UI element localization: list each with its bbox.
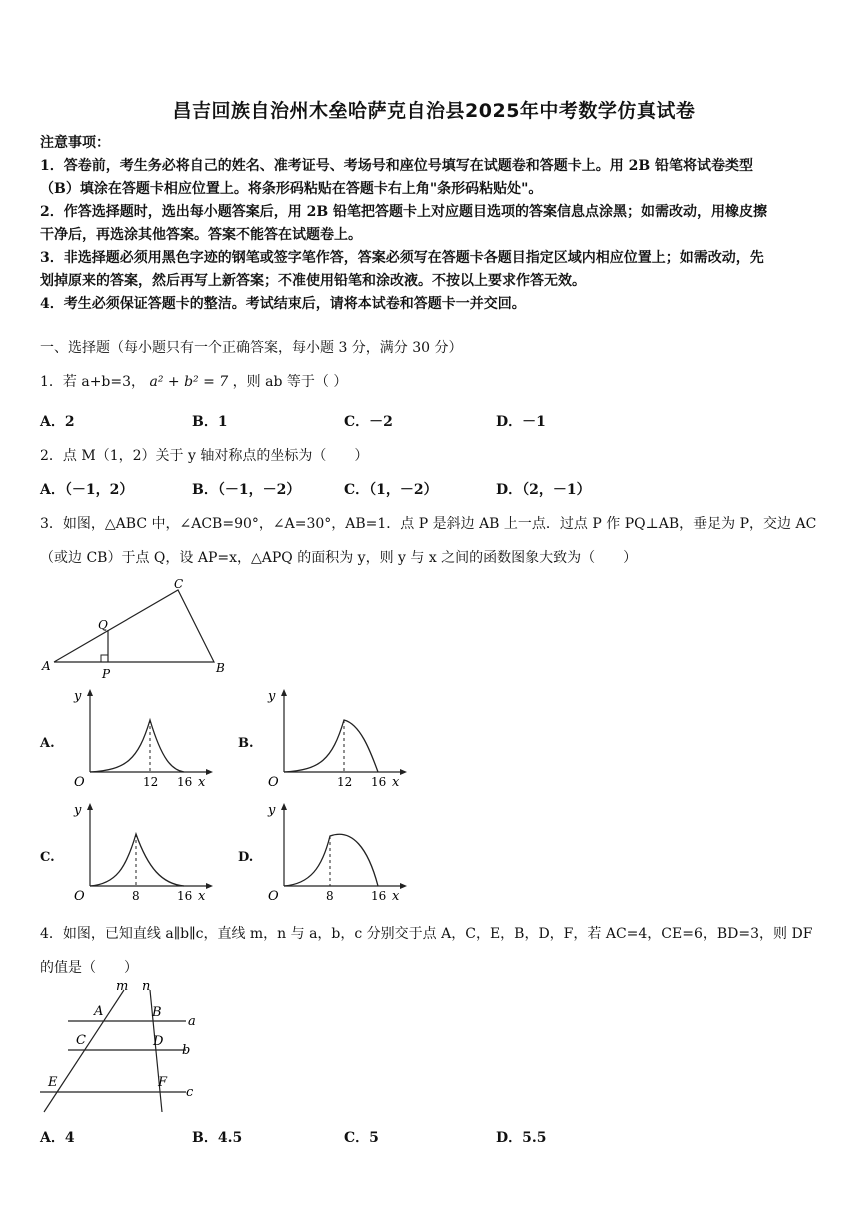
graph-label-d[interactable]: D.: [238, 850, 254, 865]
tick-label: 12: [337, 775, 353, 789]
q2-option-a[interactable]: A．（－1，2）: [40, 482, 134, 498]
tick-label: 16: [177, 775, 193, 789]
label-a: A: [42, 659, 51, 673]
q4-option-c[interactable]: C．5: [344, 1130, 379, 1146]
y-axis-label: y: [268, 689, 276, 704]
graph-option-c[interactable]: [66, 798, 216, 908]
section-heading: 一、选择题（每小题只有一个正确答案，每小题 3 分，满分 30 分）: [40, 340, 463, 356]
graph-option-d[interactable]: [260, 798, 410, 908]
q4-option-b[interactable]: B．4.5: [192, 1130, 243, 1146]
y-axis-label: y: [74, 803, 82, 818]
notice-line: 划掉原来的答案，然后再写上新答案；不准使用铅笔和涂改液。不按以上要求作答无效。: [40, 273, 586, 289]
question-3-line2: （或边 CB）于点 Q，设 AP=x，△APQ 的面积为 y，则 y 与 x 之间的函数图象大致为（ ）: [40, 550, 638, 566]
label-m: m: [116, 979, 129, 994]
tick-label: 16: [371, 775, 387, 789]
graph-option-a[interactable]: [66, 684, 216, 794]
tick-label: 8: [132, 889, 140, 903]
q4-option-a[interactable]: A．4: [40, 1130, 75, 1146]
origin-label: O: [268, 775, 279, 790]
q2-option-b[interactable]: B．（－1，－2）: [192, 482, 301, 498]
label-b-point: B: [152, 1005, 162, 1020]
y-axis-label: y: [74, 689, 82, 704]
label-b: B: [216, 661, 225, 675]
label-f-point: F: [158, 1075, 168, 1090]
label-e-point: E: [48, 1075, 58, 1090]
label-c-point: C: [76, 1033, 86, 1048]
q1-option-c[interactable]: C．－2: [344, 414, 393, 430]
y-axis-label: y: [268, 803, 276, 818]
parallel-lines-figure: [36, 978, 206, 1116]
x-axis-label: x: [198, 889, 206, 904]
tick-label: 16: [177, 889, 193, 903]
question-4-line1: 4．如图，已知直线 a∥b∥c，直线 m，n 与 a，b，c 分别交于点 A，C，E，B，D，F，若 AC=4，CE=6，BD=3，则 DF: [40, 926, 813, 942]
q1-option-a[interactable]: A．2: [40, 414, 75, 430]
q1-option-b[interactable]: B．1: [192, 414, 228, 430]
graph-label-a[interactable]: A.: [40, 736, 55, 751]
x-axis-label: x: [392, 889, 400, 904]
label-q: Q: [98, 618, 108, 632]
label-line-b: b: [182, 1043, 191, 1058]
x-axis-label: x: [392, 775, 400, 790]
label-d-point: D: [153, 1034, 164, 1049]
graph-option-b[interactable]: [260, 684, 410, 794]
graph-label-b[interactable]: B.: [238, 736, 254, 751]
label-line-a: a: [188, 1014, 196, 1029]
label-n: n: [142, 979, 151, 994]
q1-prefix: 1．若 a+b=3，: [40, 374, 146, 390]
label-c: C: [174, 577, 184, 591]
q1-option-d[interactable]: D．－1: [496, 414, 546, 430]
tick-label: 8: [326, 889, 334, 903]
notice-line: （B）填涂在答题卡相应位置上。将条形码粘贴在答题卡右上角"条形码粘贴处"。: [40, 181, 543, 197]
notice-line: 3．非选择题必须用黑色字迹的钢笔或签字笔作答，答案必须写在答题卡各题目指定区域内相应位置上；如需改动，先: [40, 250, 764, 266]
q2-option-c[interactable]: C．（1，－2）: [344, 482, 438, 498]
notice-heading: 注意事项：: [40, 135, 110, 151]
tick-label: 12: [143, 775, 159, 789]
tick-label: 16: [371, 889, 387, 903]
origin-label: O: [268, 889, 279, 904]
q1-formula: a² + b² = 7: [149, 374, 229, 390]
label-a-point: A: [94, 1004, 104, 1019]
label-p: P: [102, 667, 111, 681]
question-3-line1: 3．如图，△ABC 中，∠ACB=90°，∠A=30°，AB=1．点 P 是斜边 AB 上一点．过点 P 作 PQ⊥AB，垂足为 P，交边 AC: [40, 516, 817, 532]
q4-option-d[interactable]: D．5.5: [496, 1130, 547, 1146]
label-line-c: c: [186, 1085, 194, 1100]
notice-line: 干净后，再选涂其他答案。答案不能答在试题卷上。: [40, 227, 362, 243]
question-1: [40, 371, 347, 391]
graph-label-c[interactable]: C.: [40, 850, 55, 865]
triangle-figure: [36, 576, 236, 682]
q1-suffix: ，则 ab 等于（ ）: [232, 374, 348, 390]
notice-line: 1．答卷前，考生务必将自己的姓名、准考证号、考场号和座位号填写在试题卷和答题卡上。用 2B 铅笔将试卷类型: [40, 158, 754, 174]
x-axis-label: x: [198, 775, 206, 790]
page-title: 昌吉回族自治州木垒哈萨克自治县2025年中考数学仿真试卷: [172, 100, 696, 122]
origin-label: O: [74, 775, 85, 790]
notice-line: 4．考生必须保证答题卡的整洁。考试结束后，请将本试卷和答题卡一并交回。: [40, 296, 526, 312]
q2-option-d[interactable]: D．（2，－1）: [496, 482, 591, 498]
question-2: 2．点 M（1，2）关于 y 轴对称点的坐标为（ ）: [40, 448, 369, 464]
question-4-line2: 的值是（ ）: [40, 960, 138, 976]
origin-label: O: [74, 889, 85, 904]
notice-line: 2．作答选择题时，选出每小题答案后，用 2B 铅笔把答题卡上对应题目选项的答案信息点涂黑；如需改动，用橡皮擦: [40, 204, 768, 220]
